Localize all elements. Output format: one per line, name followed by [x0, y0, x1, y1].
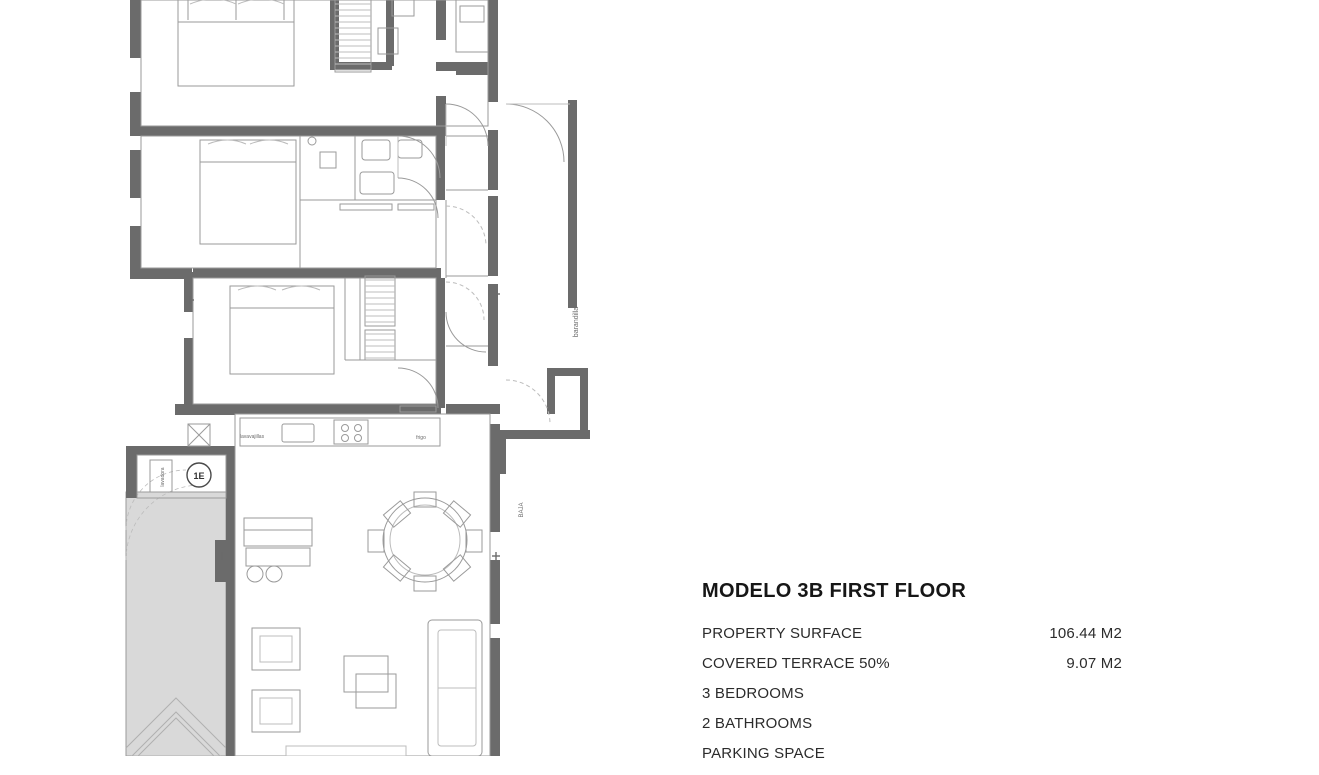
legend-row-property-surface	[702, 625, 1122, 642]
label-baja: BAJA	[519, 502, 525, 518]
level-marker	[187, 463, 211, 487]
legend-row-parking-space	[702, 745, 1122, 762]
legend-label-bathrooms: 2 BATHROOMS	[702, 715, 813, 732]
legend-label-property-surface: PROPERTY SURFACE	[702, 625, 863, 642]
floor-plan-svg	[0, 0, 660, 756]
legend-label-covered-terrace: COVERED TERRACE 50%	[702, 655, 890, 672]
legend-row-covered-terrace	[702, 655, 1122, 672]
label-lavadora: lavadora	[160, 467, 166, 487]
door-swings	[398, 104, 570, 424]
floor-plan-drawing	[0, 0, 660, 756]
legend-value-property-surface: 106.44 M2	[1049, 625, 1122, 642]
furniture-living	[244, 492, 482, 756]
label-frigo: frigo	[416, 435, 426, 441]
label-lavavajillas: lavavajillas	[239, 434, 265, 440]
legend-label-parking-space: PARKING SPACE	[702, 745, 825, 762]
legend-row-bathrooms	[702, 715, 1122, 732]
legend-value-covered-terrace: 9.07 M2	[1066, 655, 1122, 672]
legend-label-bedrooms: 3 BEDROOMS	[702, 685, 805, 702]
plan-legend	[702, 580, 1122, 775]
legend-row-bedrooms	[702, 685, 1122, 702]
terrace-area	[126, 470, 226, 756]
page-title: MODELO 3B FIRST FLOOR	[702, 580, 967, 602]
label-barandilla: barandilla	[573, 306, 580, 338]
level-marker-text: 1E	[193, 471, 205, 481]
